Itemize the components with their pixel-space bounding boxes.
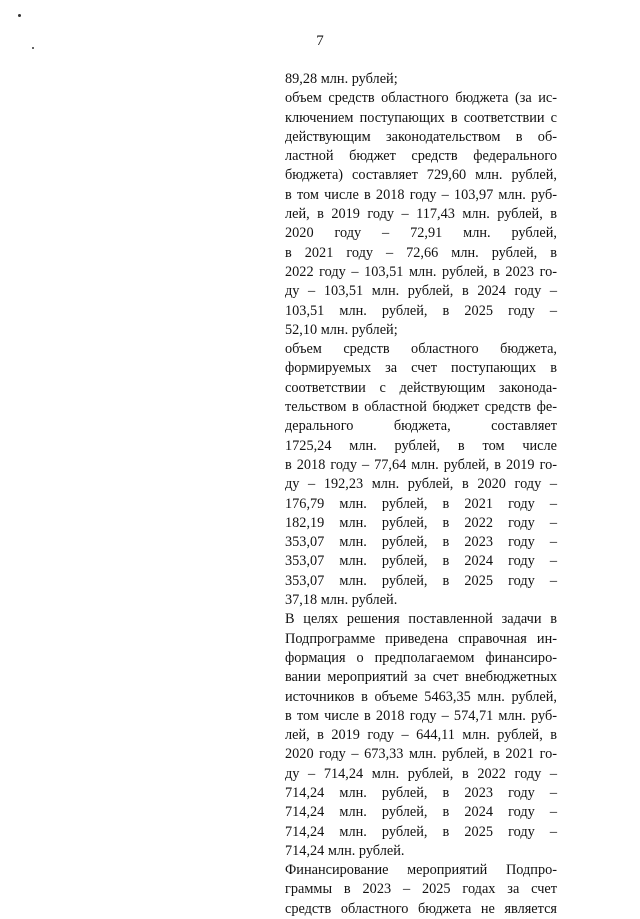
text-line: 353,07 млн. рублей, в 2023 году – <box>285 534 557 551</box>
text-line: 176,79 млн. рублей, в 2021 году – <box>285 495 557 512</box>
text-line: ду – 714,24 млн. рублей, в 2022 году – <box>285 765 557 782</box>
text-line: 2020 году – 72,91 млн. рублей, <box>285 225 557 242</box>
text-line: источников в объеме 5463,35 млн. рублей, <box>285 688 557 705</box>
text-line: в том числе в 2018 году – 574,71 млн. руб- <box>285 707 557 724</box>
text-line: ду – 103,51 млн. рублей, в 2024 году – <box>285 283 557 300</box>
text-line: объем средств областного бюджета (за ис- <box>285 90 557 107</box>
text-line: средств областного бюджета не является <box>285 900 557 917</box>
text-line: ластной бюджет средств федерального <box>285 148 557 165</box>
text-line: действующим законодательством в об- <box>285 128 557 145</box>
text-line: в 2021 году – 72,66 млн. рублей, в <box>285 244 557 261</box>
text-line: 103,51 млн. рублей, в 2025 году – <box>285 302 557 319</box>
text-line: формируемых за счет поступающих в <box>285 360 557 377</box>
text-line: ду – 192,23 млн. рублей, в 2020 году – <box>285 476 557 493</box>
text-line: 353,07 млн. рублей, в 2025 году – <box>285 572 557 589</box>
text-line: бюджета) составляет 729,60 млн. рублей, <box>285 167 557 184</box>
text-line: тельством в областной бюджет средств фе- <box>285 399 557 416</box>
text-line: лей, в 2019 году – 117,43 млн. рублей, в <box>285 206 557 223</box>
text-line: 714,24 млн. рублей, в 2023 году – <box>285 784 557 801</box>
text-line: ключением поступающих в соответствии с <box>285 109 557 126</box>
text-line: 1725,24 млн. рублей, в том числе <box>285 437 557 454</box>
text-line: 37,18 млн. рублей. <box>285 592 398 609</box>
page-number: 7 <box>316 33 324 49</box>
text-line: 714,24 млн. рублей. <box>285 842 405 859</box>
text-line: дерального бюджета, составляет <box>285 418 557 435</box>
text-line: 714,24 млн. рублей, в 2025 году – <box>285 823 557 840</box>
text-line: 353,07 млн. рублей, в 2024 году – <box>285 553 557 570</box>
text-line: Финансирование мероприятий Подпро- <box>285 862 557 879</box>
text-line: граммы в 2023 – 2025 годах за счет <box>285 881 557 898</box>
text-line: Подпрограмме приведена справочная ин- <box>285 630 557 647</box>
text-line: 2022 году – 103,51 млн. рублей, в 2023 го- <box>285 263 557 280</box>
text-line: объем средств областного бюджета, <box>285 341 557 358</box>
text-line: В целях решения поставленной задачи в <box>285 611 557 628</box>
text-line: 182,19 млн. рублей, в 2022 году – <box>285 514 557 531</box>
text-line: вании мероприятий за счет внебюджетных <box>285 669 557 686</box>
text-line: 52,10 млн. рублей; <box>285 321 398 338</box>
text-line: в том числе в 2018 году – 103,97 млн. руб- <box>285 186 557 203</box>
text-line: лей, в 2019 году – 644,11 млн. рублей, в <box>285 727 557 744</box>
text-line: формация о предполагаемом финансиро- <box>285 649 557 666</box>
text-line: соответствии с действующим законода- <box>285 379 557 396</box>
text-line: в 2018 году – 77,64 млн. рублей, в 2019 го- <box>285 456 557 473</box>
body-text <box>285 70 557 919</box>
scan-speck <box>18 14 21 17</box>
text-line: 2020 году – 673,33 млн. рублей, в 2021 го- <box>285 746 557 763</box>
text-line: 714,24 млн. рублей, в 2024 году – <box>285 804 557 821</box>
text-line: 89,28 млн. рублей; <box>285 71 398 87</box>
